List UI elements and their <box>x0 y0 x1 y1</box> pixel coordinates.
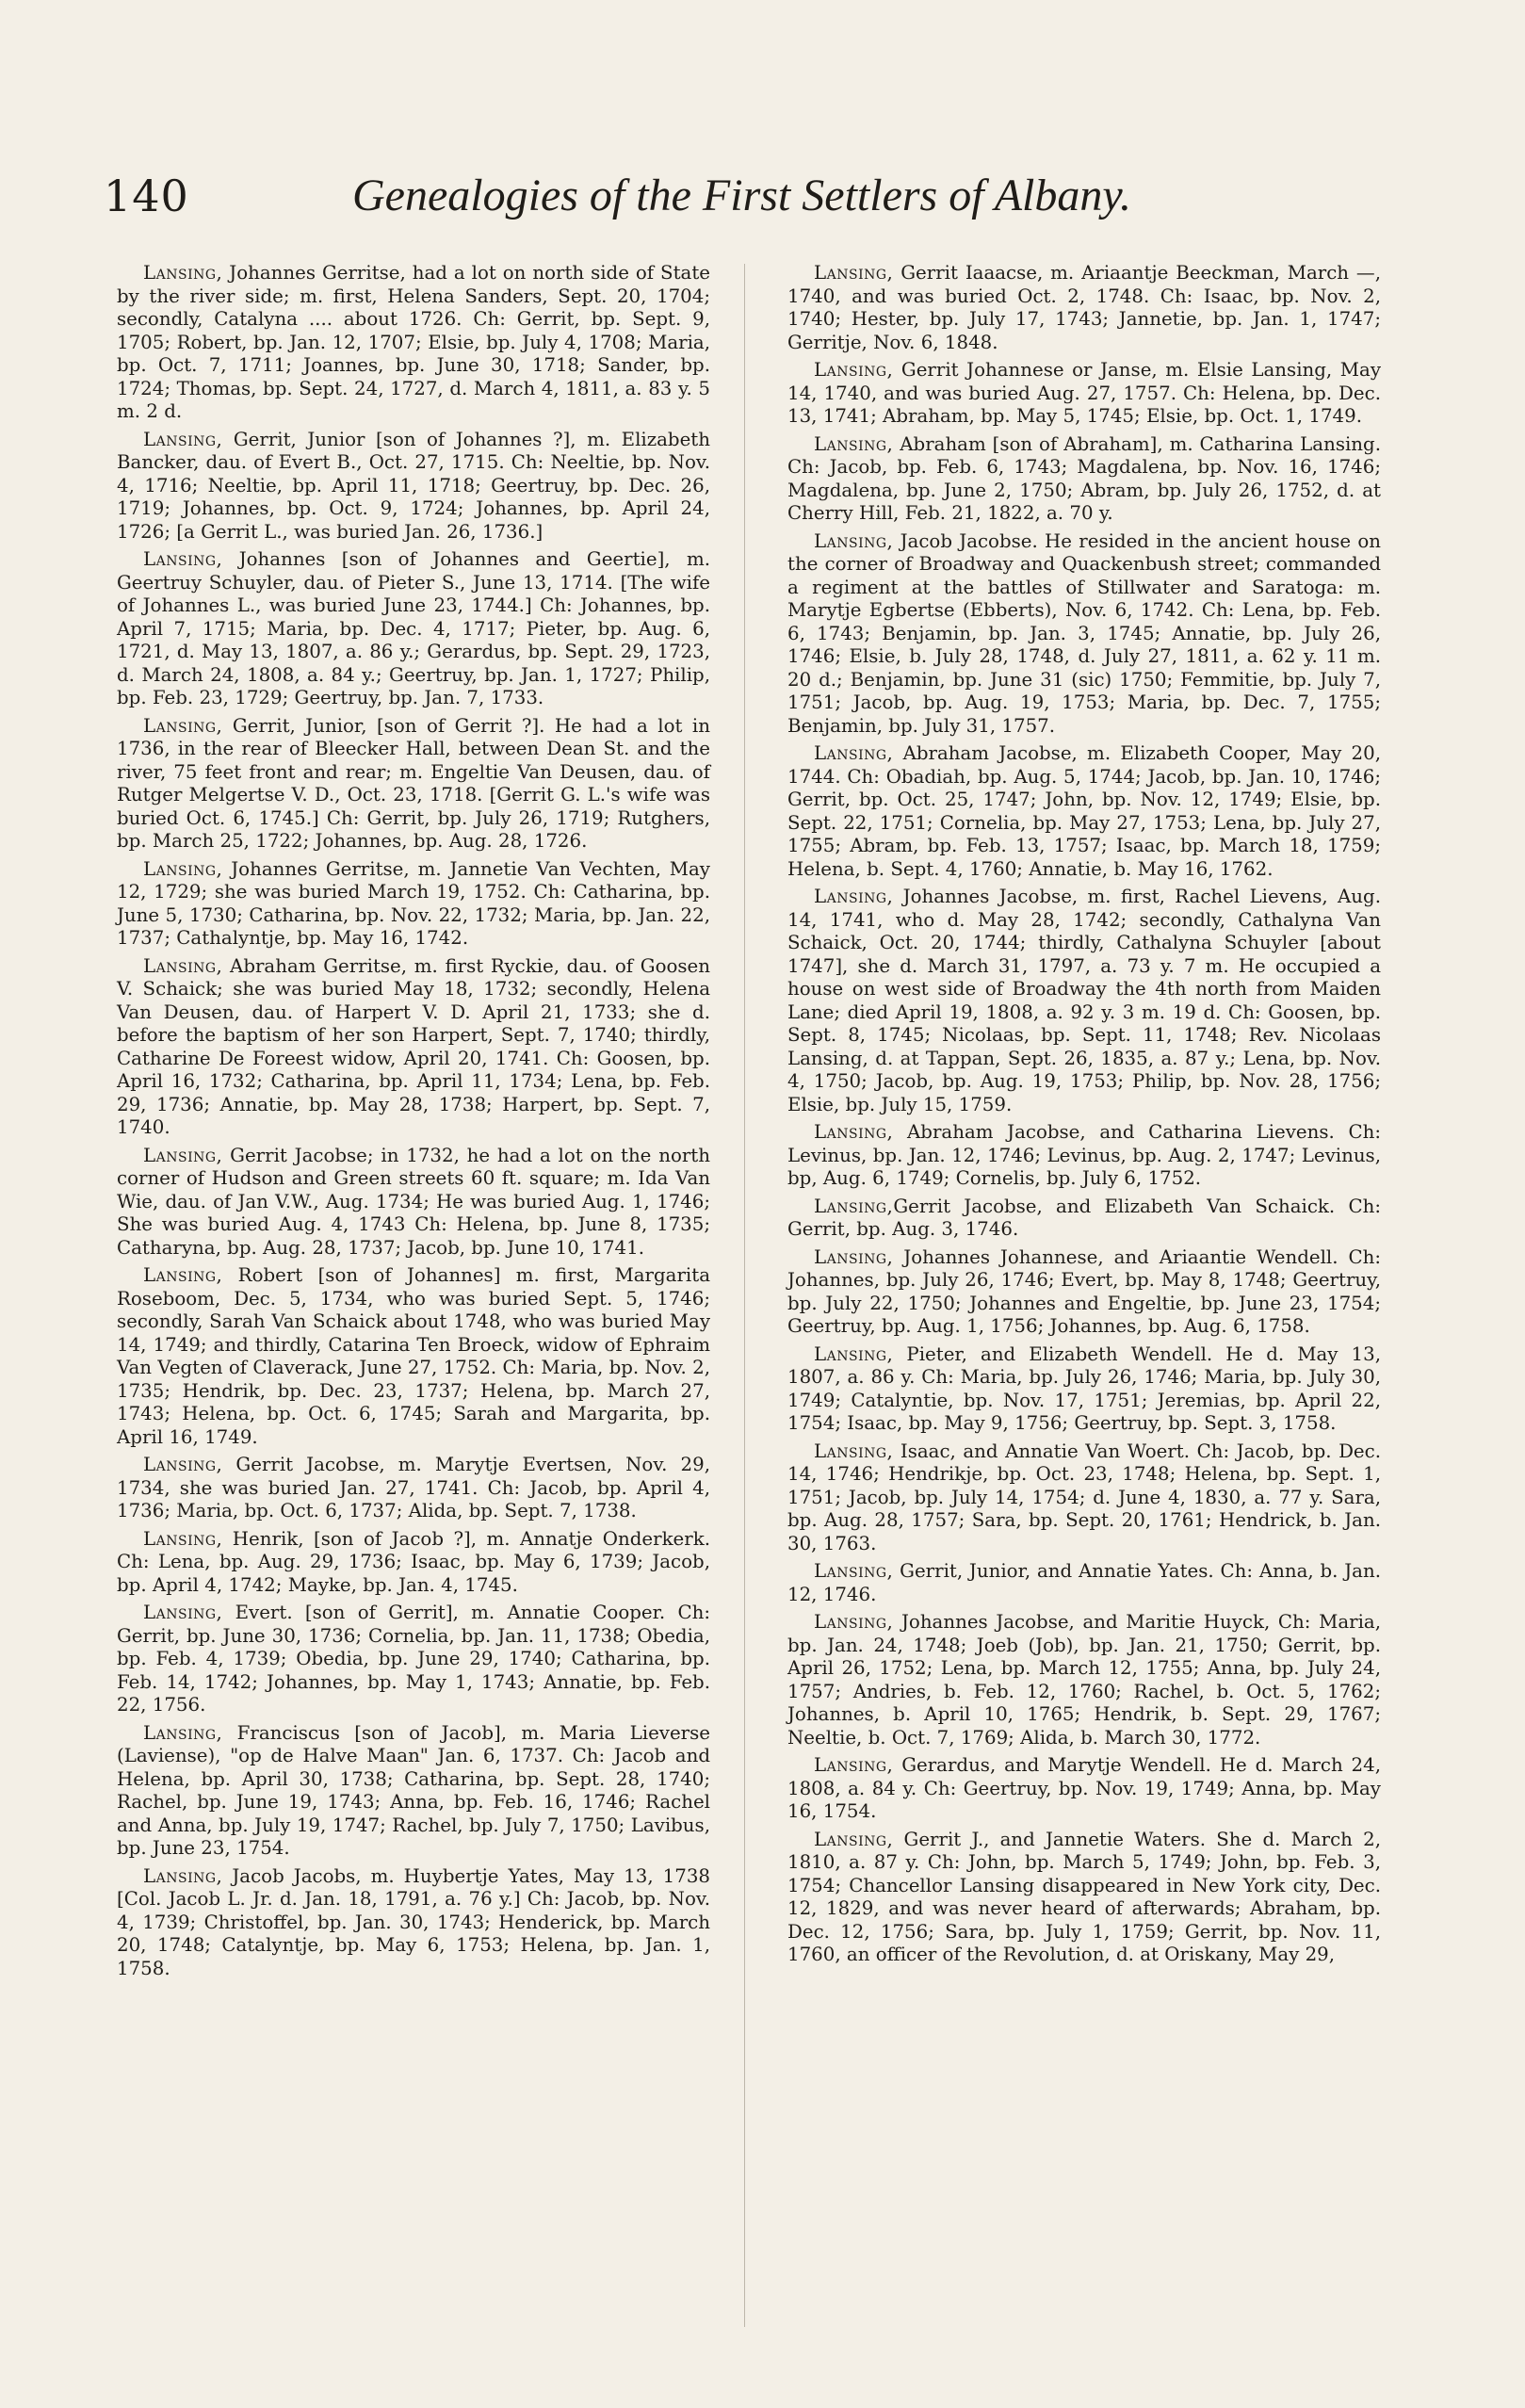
entry-text: Isaac, and Annatie Van Woert. Ch: Jacob, bp. Dec. 14, 1746; Hendrikje, bp. Oct. 23, 1748; Helena, bp. Sept. 1, 1751; Jacob, bp. July 14, 1754; d. June 4, 1830, a. 77 y. Sara, bp. Aug. 28, 1757; Sara, bp. Sept. 20, 1761; Hendrick, b. Jan. 30, 1763. <box>787 1440 1381 1554</box>
entry-text: Johannes Gerritse, had a lot on north side of State by the river side; m. first, Helena Sanders, Sept. 20, 1704; secondly, Catalyna .... about 1726. Ch: Gerrit, bp. Sept. 9, 1705; Robert, bp. Jan. 12, 1707; Elsie, bp. July 4, 1708; Maria, bp. Oct. 7, 1711; Joannes, bp. June 30, 1718; Sander, bp. 1724; Thomas, bp. Sept. 24, 1727, d. March 4, 1811, a. 83 y. 5 m. 2 d. <box>117 262 710 422</box>
entry-surname: Lansing, <box>814 1245 894 1268</box>
genealogy-entry <box>787 742 1381 881</box>
genealogy-entry <box>117 1264 710 1449</box>
genealogy-entry <box>787 1560 1381 1606</box>
entry-surname: Lansing, <box>814 1342 894 1365</box>
genealogy-entry <box>787 886 1381 1116</box>
entry-surname: Lansing, <box>814 1560 894 1582</box>
genealogy-entry <box>787 1246 1381 1339</box>
entry-surname: Lansing, <box>143 1602 223 1623</box>
entry-surname: Lansing, <box>814 262 894 284</box>
entry-surname: Lansing, <box>143 428 223 450</box>
entry-surname: Lansing, <box>143 1144 223 1166</box>
entry-surname: Lansing, <box>143 954 223 977</box>
entry-text: Johannes Gerritse, m. Jannetie Van Vechten, May 12, 1729; she was buried March 19, 1752. Ch: Catharina, bp. June 5, 1730; Catharina, bp. Nov. 22, 1732; Maria, bp. Jan. 22, 1737; Cathalyntje, bp. May 16, 1742. <box>117 857 710 949</box>
entry-text: Johannes Jacobse, m. first, Rachel Lievens, Aug. 14, 1741, who d. May 28, 1742; secondly, Cathalyna Van Schaick, Oct. 20, 1744; thirdly, Cathalyna Schuyler [about 1747], she d. March 31, 1797, a. 73 y. 7 m. He occupied a house on west side of Broadway the 4th north from Maiden Lane; died April 19, 1808, a. 92 y. 3 m. 19 d. Ch: Goosen, bp. Sept. 8, 1745; Nicolaas, bp. Sept. 11, 1748; Rev. Nicolaas Lansing, d. at Tappan, Sept. 26, 1835, a. 87 y.; Lena, bp. Nov. 4, 1750; Jacob, bp. Aug. 19, 1753; Philip, bp. Nov. 28, 1756; Elsie, bp. July 15, 1759. <box>787 886 1381 1115</box>
entry-text: Gerrit J., and Jannetie Waters. She d. March 2, 1810, a. 87 y. Ch: John, bp. March 5, 1749; John, bp. Feb. 3, 1754; Chancellor Lansing disappeared in New York city, Dec. 12, 1829, and was never heard of afterwards; Abraham, bp. Dec. 12, 1756; Sara, bp. July 1, 1759; Gerrit, bp. Nov. 11, 1760, an officer of the Revolution, d. at Oriskany, May 29, <box>787 1828 1381 1965</box>
entry-surname: Lansing, <box>143 714 223 737</box>
page-number: 140 <box>104 171 189 221</box>
entry-text: Franciscus [son of Jacob], m. Maria Lieverse (Laviense), "op de Halve Maan" Jan. 6, 1737. Ch: Jacob and Helena, bp. April 30, 1738; Catharina, bp. Sept. 28, 1740; Rachel, bp. June 19, 1743; Anna, bp. Feb. 16, 1746; Rachel and Anna, bp. July 19, 1747; Rachel, bp. July 7, 1750; Lavibus, bp. June 23, 1754. <box>117 1721 710 1859</box>
entry-text: Johannes Jacobse, and Maritie Huyck, Ch: Maria, bp. Jan. 24, 1748; Joeb (Job), bp. Jan. 21, 1750; Gerrit, bp. April 26, 1752; Lena, bp. March 12, 1755; Anna, bp. July 24, 1757; Andries, b. Feb. 12, 1760; Rachel, b. Oct. 5, 1762; Johannes, b. April 10, 1765; Hendrik, b. Sept. 29, 1767; Neeltie, b. Oct. 7, 1769; Alida, b. March 30, 1772. <box>787 1611 1381 1749</box>
genealogy-entry <box>787 1829 1381 1967</box>
entry-surname: Lansing, <box>143 1721 223 1744</box>
genealogy-entry <box>117 262 710 424</box>
column-divider <box>744 264 745 2327</box>
entry-text: Johannes Johannese, and Ariaantie Wendell. Ch: Johannes, bp. July 26, 1746; Evert, bp. May 8, 1748; Geertruy, bp. July 22, 1750; Johannes and Engeltie, bp. June 23, 1754; Geertruy, bp. Aug. 1, 1756; Johannes, bp. Aug. 6, 1758. <box>787 1245 1381 1337</box>
entry-surname: Lansing, <box>814 359 894 381</box>
genealogy-entry <box>117 1145 710 1261</box>
entry-surname: Lansing, <box>814 1121 894 1143</box>
right-column <box>787 262 1381 1972</box>
left-column <box>117 262 710 1985</box>
genealogy-entry <box>787 359 1381 429</box>
genealogy-entry <box>787 433 1381 526</box>
entry-text: Abraham [son of Abraham], m. Catharina Lansing. Ch: Jacob, bp. Feb. 6, 1743; Magdalena, bp. Nov. 16, 1746; Magdalena, bp. June 2, 1750; Abram, bp. July 26, 1752, d. at Cherry Hill, Feb. 21, 1822, a. 70 y. <box>787 432 1381 524</box>
entry-surname: Lansing, <box>814 529 894 552</box>
genealogy-entry <box>117 1528 710 1598</box>
entry-text: Gerardus, and Marytje Wendell. He d. March 24, 1808, a. 84 y. Ch: Geertruy, bp. Nov. 19, 1749; Anna, bp. May 16, 1754. <box>787 1754 1381 1822</box>
entry-text: Jacob Jacobse. He resided in the ancient house on the corner of Broadway and Quackenbush street; commanded a regiment at the battles of Stillwater and Saratoga: m. Marytje Egbertse (Ebberts), Nov. 6, 1742. Ch: Lena, bp. Feb. 6, 1743; Benjamin, bp. Jan. 3, 1745; Annatie, bp. July 26, 1746; Elsie, b. July 28, 1748, d. July 27, 1811, a. 62 y. 11 m. 20 d.; Benjamin, bp. June 31 (sic) 1750; Femmitie, bp. July 7, 1751; Jacob, bp. Aug. 19, 1753; Maria, bp. Dec. 7, 1755; Benjamin, bp. July 31, 1757. <box>787 529 1381 737</box>
genealogy-entry <box>787 1121 1381 1191</box>
genealogy-entry <box>787 530 1381 739</box>
genealogy-entry <box>787 1343 1381 1436</box>
entry-surname: Lansing, <box>143 1527 223 1550</box>
entry-text: Gerrit, Junior, and Annatie Yates. Ch: Anna, b. Jan. 12, 1746. <box>787 1560 1381 1605</box>
genealogy-entry <box>117 715 710 854</box>
genealogy-entry <box>787 262 1381 354</box>
genealogy-entry <box>787 1754 1381 1824</box>
entry-text: Gerrit Jacobse; in 1732, he had a lot on the north corner of Hudson and Green streets 60 ft. square; m. Ida Van Wie, dau. of Jan V.W., Aug. 1734; He was buried Aug. 1, 1746; She was buried Aug. 4, 1743 Ch: Helena, bp. June 8, 1735; Catharyna, bp. Aug. 28, 1737; Jacob, bp. June 10, 1741. <box>117 1144 710 1259</box>
entry-text: Evert. [son of Gerrit], m. Annatie Cooper. Ch: Gerrit, bp. June 30, 1736; Cornelia, bp. Jan. 11, 1738; Obedia, bp. Feb. 4, 1739; Obedia, bp. June 29, 1740; Catharina, bp. Feb. 14, 1742; Johannes, bp. May 1, 1743; Annatie, bp. Feb. 22, 1756. <box>117 1602 710 1716</box>
entry-text: Gerrit Johannese or Janse, m. Elsie Lansing, May 14, 1740, and was buried Aug. 27, 1757. Ch: Helena, bp. Dec. 13, 1741; Abraham, bp. May 5, 1745; Elsie, bp. Oct. 1, 1749. <box>787 359 1381 427</box>
entry-text: Johannes [son of Johannes and Geertie], m. Geertruy Schuyler, dau. of Pieter S., June 13, 1714. [The wife of Johannes L., was buried June 23, 1744.] Ch: Johannes, bp. April 7, 1715; Maria, bp. Dec. 4, 1717; Pieter, bp. Aug. 6, 1721, d. May 13, 1807, a. 86 y.; Gerardus, bp. Sept. 29, 1723, d. March 24, 1808, a. 84 y.; Geertruy, bp. Jan. 1, 1727; Philip, bp. Feb. 23, 1729; Geertruy, bp. Jan. 7, 1733. <box>117 548 710 708</box>
entry-text: Abraham Jacobse, m. Elizabeth Cooper, May 20, 1744. Ch: Obadiah, bp. Aug. 5, 1744; Jacob, bp. Jan. 10, 1746; Gerrit, bp. Oct. 25, 1747; John, bp. Nov. 12, 1749; Elsie, bp. Sept. 22, 1751; Cornelia, bp. May 27, 1753; Lena, bp. July 27, 1755; Abram, bp. Feb. 13, 1757; Isaac, bp. March 18, 1759; Helena, b. Sept. 4, 1760; Annatie, b. May 16, 1762. <box>787 742 1381 880</box>
running-title: Genealogies of the First Settlers of Albany. <box>352 171 1132 220</box>
entry-text: Robert [son of Johannes] m. first, Margarita Roseboom, Dec. 5, 1734, who was buried Sept. 5, 1746; secondly, Sarah Van Schaick about 1748, who was buried May 14, 1749; and thirdly, Catarina Ten Broeck, widow of Ephraim Van Vegten of Claverack, June 27, 1752. Ch: Maria, bp. Nov. 2, 1735; Hendrik, bp. Dec. 23, 1737; Helena, bp. March 27, 1743; Helena, bp. Oct. 6, 1745; Sarah and Margarita, bp. April 16, 1749. <box>117 1264 710 1448</box>
genealogy-entry <box>117 548 710 710</box>
entry-surname: Lansing, <box>143 548 223 570</box>
entry-surname: Lansing, <box>814 742 894 764</box>
entry-text: Henrik, [son of Jacob ?], m. Annatje Onderkerk. Ch: Lena, bp. Aug. 29, 1736; Isaac, bp. May 6, 1739; Jacob, bp. April 4, 1742; Mayke, bp. Jan. 4, 1745. <box>117 1527 710 1596</box>
entry-surname: Lansing, <box>814 1440 894 1462</box>
entry-surname: Lansing, <box>143 262 223 284</box>
entry-text: Gerrit, Junior, [son of Gerrit ?]. He had a lot in 1736, in the rear of Bleecker Hall, between Dean St. and the river, 75 feet front and rear; m. Engeltie Van Deusen, dau. of Rutger Melgertse V. D., Oct. 23, 1718. [Gerrit G. L.'s wife was buried Oct. 6, 1745.] Ch: Gerrit, bp. July 26, 1719; Rutghers, bp. March 25, 1722; Johannes, bp. Aug. 28, 1726. <box>117 714 710 852</box>
genealogy-entry <box>117 1865 710 1981</box>
entry-surname: Lansing, <box>814 1754 894 1776</box>
genealogy-entry <box>787 1196 1381 1242</box>
genealogy-entry <box>117 1602 710 1717</box>
entry-text: Gerrit Jacobse, m. Marytje Evertsen, Nov. 29, 1734, she was buried Jan. 27, 1741. Ch: Jacob, bp. April 4, 1736; Maria, bp. Oct. 6, 1737; Alida, bp. Sept. 7, 1738. <box>117 1454 710 1521</box>
genealogy-entry <box>117 955 710 1140</box>
genealogy-entry <box>117 1454 710 1523</box>
genealogy-entry <box>787 1611 1381 1749</box>
entry-surname: Lansing, <box>814 432 894 455</box>
page-header <box>104 168 1225 234</box>
entry-surname: Lansing, <box>143 1864 223 1887</box>
entry-text: Jacob Jacobs, m. Huybertje Yates, May 13, 1738 [Col. Jacob L. Jr. d. Jan. 18, 1791, a. 76 y.] Ch: Jacob, bp. Nov. 4, 1739; Christoffel, bp. Jan. 30, 1743; Henderick, bp. March 20, 1748; Catalyntje, bp. May 6, 1753; Helena, bp. Jan. 1, 1758. <box>117 1864 710 1979</box>
entry-surname: Lansing, <box>143 1264 223 1286</box>
genealogy-entry <box>117 429 710 545</box>
entry-text: Abraham Jacobse, and Catharina Lievens. Ch: Levinus, bp. Jan. 12, 1746; Levinus, bp. Aug. 2, 1747; Levinus, bp, Aug. 6, 1749; Cornelis, bp. July 6, 1752. <box>787 1121 1381 1189</box>
entry-surname: Lansing, <box>143 857 223 880</box>
entry-surname: Lansing, <box>814 1828 894 1850</box>
entry-text: Gerrit Iaaacse, m. Ariaantje Beeckman, March —, 1740, and was buried Oct. 2, 1748. Ch: Isaac, bp. Nov. 2, 1740; Hester, bp. July 17, 1743; Jannetie, bp. Jan. 1, 1747; Gerritje, Nov. 6, 1848. <box>787 262 1381 353</box>
entry-text: Gerrit, Junior [son of Johannes ?], m. Elizabeth Bancker, dau. of Evert B., Oct. 27, 1715. Ch: Neeltie, bp. Nov. 4, 1716; Neeltie, bp. April 11, 1718; Geertruy, bp. Dec. 26, 1719; Johannes, bp. Oct. 9, 1724; Johannes, bp. April 24, 1726; [a Gerrit L., was buried Jan. 26, 1736.] <box>117 428 710 543</box>
entry-text: Pieter, and Elizabeth Wendell. He d. May 13, 1807, a. 86 y. Ch: Maria, bp. July 26, 1746; Maria, bp. July 30, 1749; Catalyntie, bp. Nov. 17, 1751; Jeremias, bp. April 22, 1754; Isaac, bp. May 9, 1756; Geertruy, bp. Sept. 3, 1758. <box>787 1342 1381 1434</box>
entry-surname: Lansing, <box>143 1454 223 1475</box>
entry-surname: Lansing, <box>814 886 894 907</box>
genealogy-entry <box>787 1440 1381 1556</box>
entry-text: Abraham Gerritse, m. first Ryckie, dau. of Goosen V. Schaick; she was buried May 18, 1732; secondly, Helena Van Deusen, dau. of Harpert V. D. April 21, 1733; she d. before the baptism of her son Harpert, Sept. 7, 1740; thirdly, Catharine De Foreest widow, April 20, 1741. Ch: Goosen, bp. April 16, 1732; Catharina, bp. April 11, 1734; Lena, bp. Feb. 29, 1736; Annatie, bp. May 28, 1738; Harpert, bp. Sept. 7, 1740. <box>117 954 710 1138</box>
entry-surname: Lansing, <box>814 1611 894 1633</box>
entry-text: Gerrit Jacobse, and Elizabeth Van Schaick. Ch: Gerrit, bp. Aug. 3, 1746. <box>787 1195 1381 1240</box>
entry-surname: Lansing, <box>814 1195 894 1217</box>
genealogy-entry <box>117 858 710 951</box>
genealogy-entry <box>117 1722 710 1861</box>
